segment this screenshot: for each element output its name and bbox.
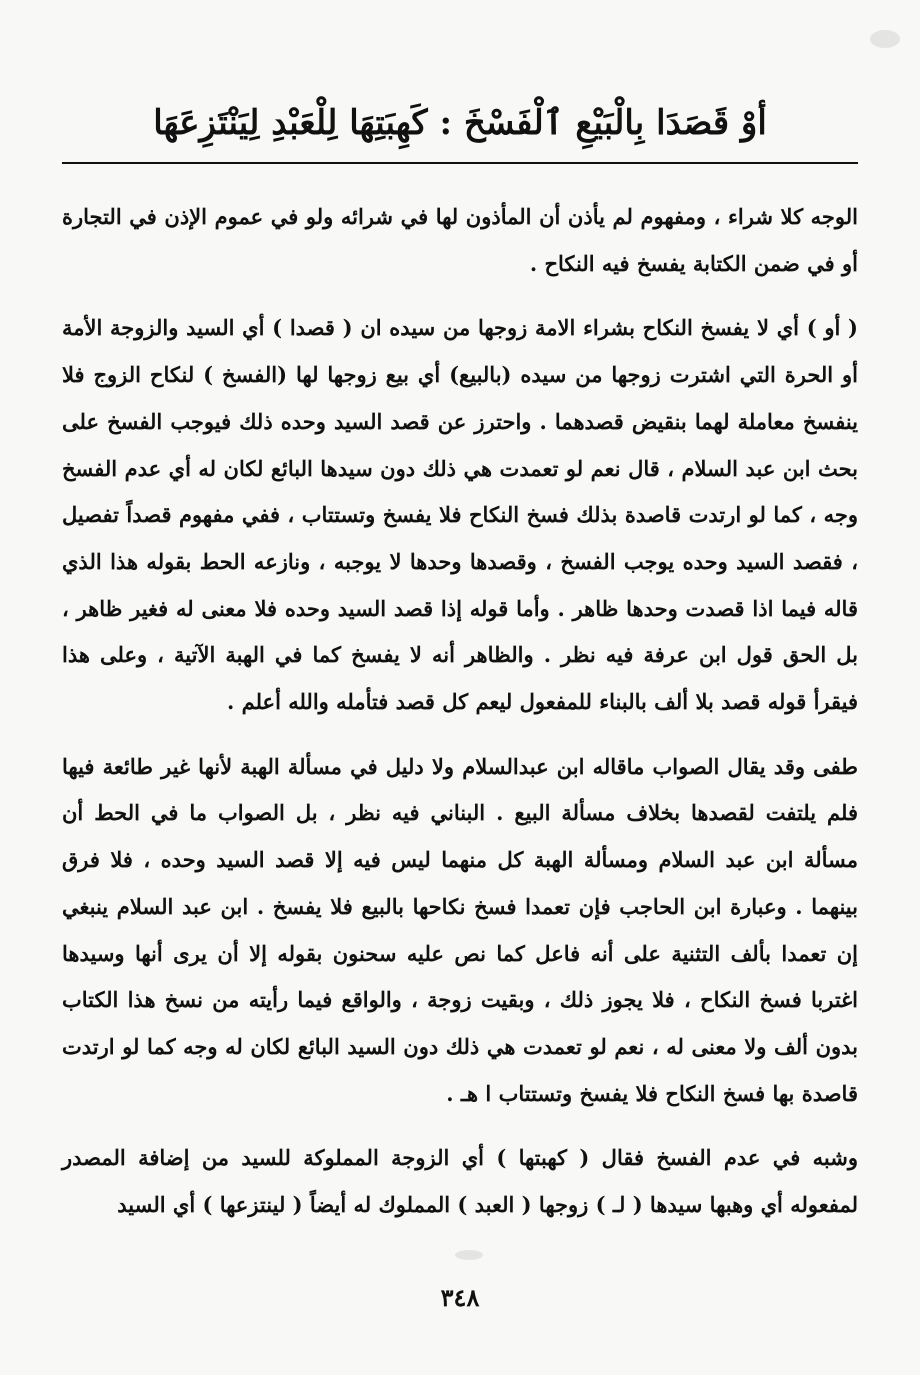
paragraph-1: الوجه كلا شراء ، ومفهوم لم يأذن أن المأذون لها في شرائه ولو في عموم الإذن في التجارة أو في ضمن الكتابة يفسخ فيه النكاح . xyxy=(62,204,858,276)
main-text xyxy=(62,194,858,1229)
page-number: ٣٤٨ xyxy=(440,1283,480,1312)
scan-smudge xyxy=(455,1250,483,1260)
page-header: أوْ قَصَدَا بِالْبَيْعِ ٱلْفَسْخَ : كَهِبَتِهَا لِلْعَبْدِ لِيَنْتَزِعَهَا xyxy=(153,103,767,143)
scan-smudge xyxy=(870,30,900,48)
paragraph-3: طفى وقد يقال الصواب ماقاله ابن عبدالسلام ولا دليل في مسألة الهبة لأنها غير طائعة فيها فلم يلتفت لقصدها بخلاف مسألة البيع . البناني فيه نظر ، بل الصواب ما في الحط أن مسألة ابن عبد السلام ومسألة الهبة كل منهما ليس فيه إلا قصد السيد وحده ، فلا فرق بينهما . وعبارة ابن الحاجب فإن تعمدا فسخ نكاحها بالبيع فلا يفسخ . ابن عبد السلام ينبغي إن تعمدا بألف التثنية على أنه فاعل كما نص عليه سحنون بقوله إلا أن يرى أنها وسيدها اغتربا فسخ النكاح ، فلا يجوز ذلك ، وبقيت زوجة ، والواقع فيما رأيته من نسخ هذا الكتاب بدون ألف ولا معنى له ، نعم لو تعمدت هي ذلك دون السيد البائع لكان له وجه كما لو ارتدت قاصدة بها فسخ النكاح فلا يفسخ وتستتاب ا هـ . xyxy=(62,753,858,1106)
paragraph-4: وشبه في عدم الفسخ فقال ( كهبتها ) أي الزوجة المملوكة للسيد من إضافة المصدر لمفعوله أي وهبها سيدها ( لـ ) زوجها ( العبد ) المملوك له أيضاً ( لينتزعها ) أي السيد xyxy=(62,1145,858,1218)
paragraph-2: ( أو ) أي لا يفسخ النكاح بشراء الامة زوجها من سيده ان ( قصدا ) أي السيد والزوجة الأمة أو الحرة التي اشترت زوجها من سيده (بالبيع) أي بيع زوجها لها (الفسخ ) لنكاح الزوج فلا ينفسخ معاملة لهما بنقيض قصدهما . واحترز عن قصد السيد وحده ذلك فيوجب الفسخ على بحث ابن عبد السلام ، قال نعم لو تعمدت هي ذلك دون سيدها البائع لكان له أي عدم الفسخ وجه ، كما لو ارتدت قاصدة بذلك فسخ النكاح فلا يفسخ وتستتاب ، ففي مفهوم قصداً تفصيل ، فقصد السيد وحده يوجب الفسخ ، وقصدها وحدها لا يوجبه ، ونازعه الحط بقوله هذا الذي قاله فيما اذا قصدت وحدها ظاهر . وأما قوله إذا قصد السيد وحده فلا معنى له فغير ظاهر ، بل الحق قول ابن عرفة فيه نظر . والظاهر أنه لا يفسخ كما في الهبة الآتية ، وعلى هذا فيقرأ قوله قصد بلا ألف بالبناء للمفعول ليعم كل قصد فتأمله والله أعلم . xyxy=(62,315,858,715)
header-rule xyxy=(62,162,858,164)
